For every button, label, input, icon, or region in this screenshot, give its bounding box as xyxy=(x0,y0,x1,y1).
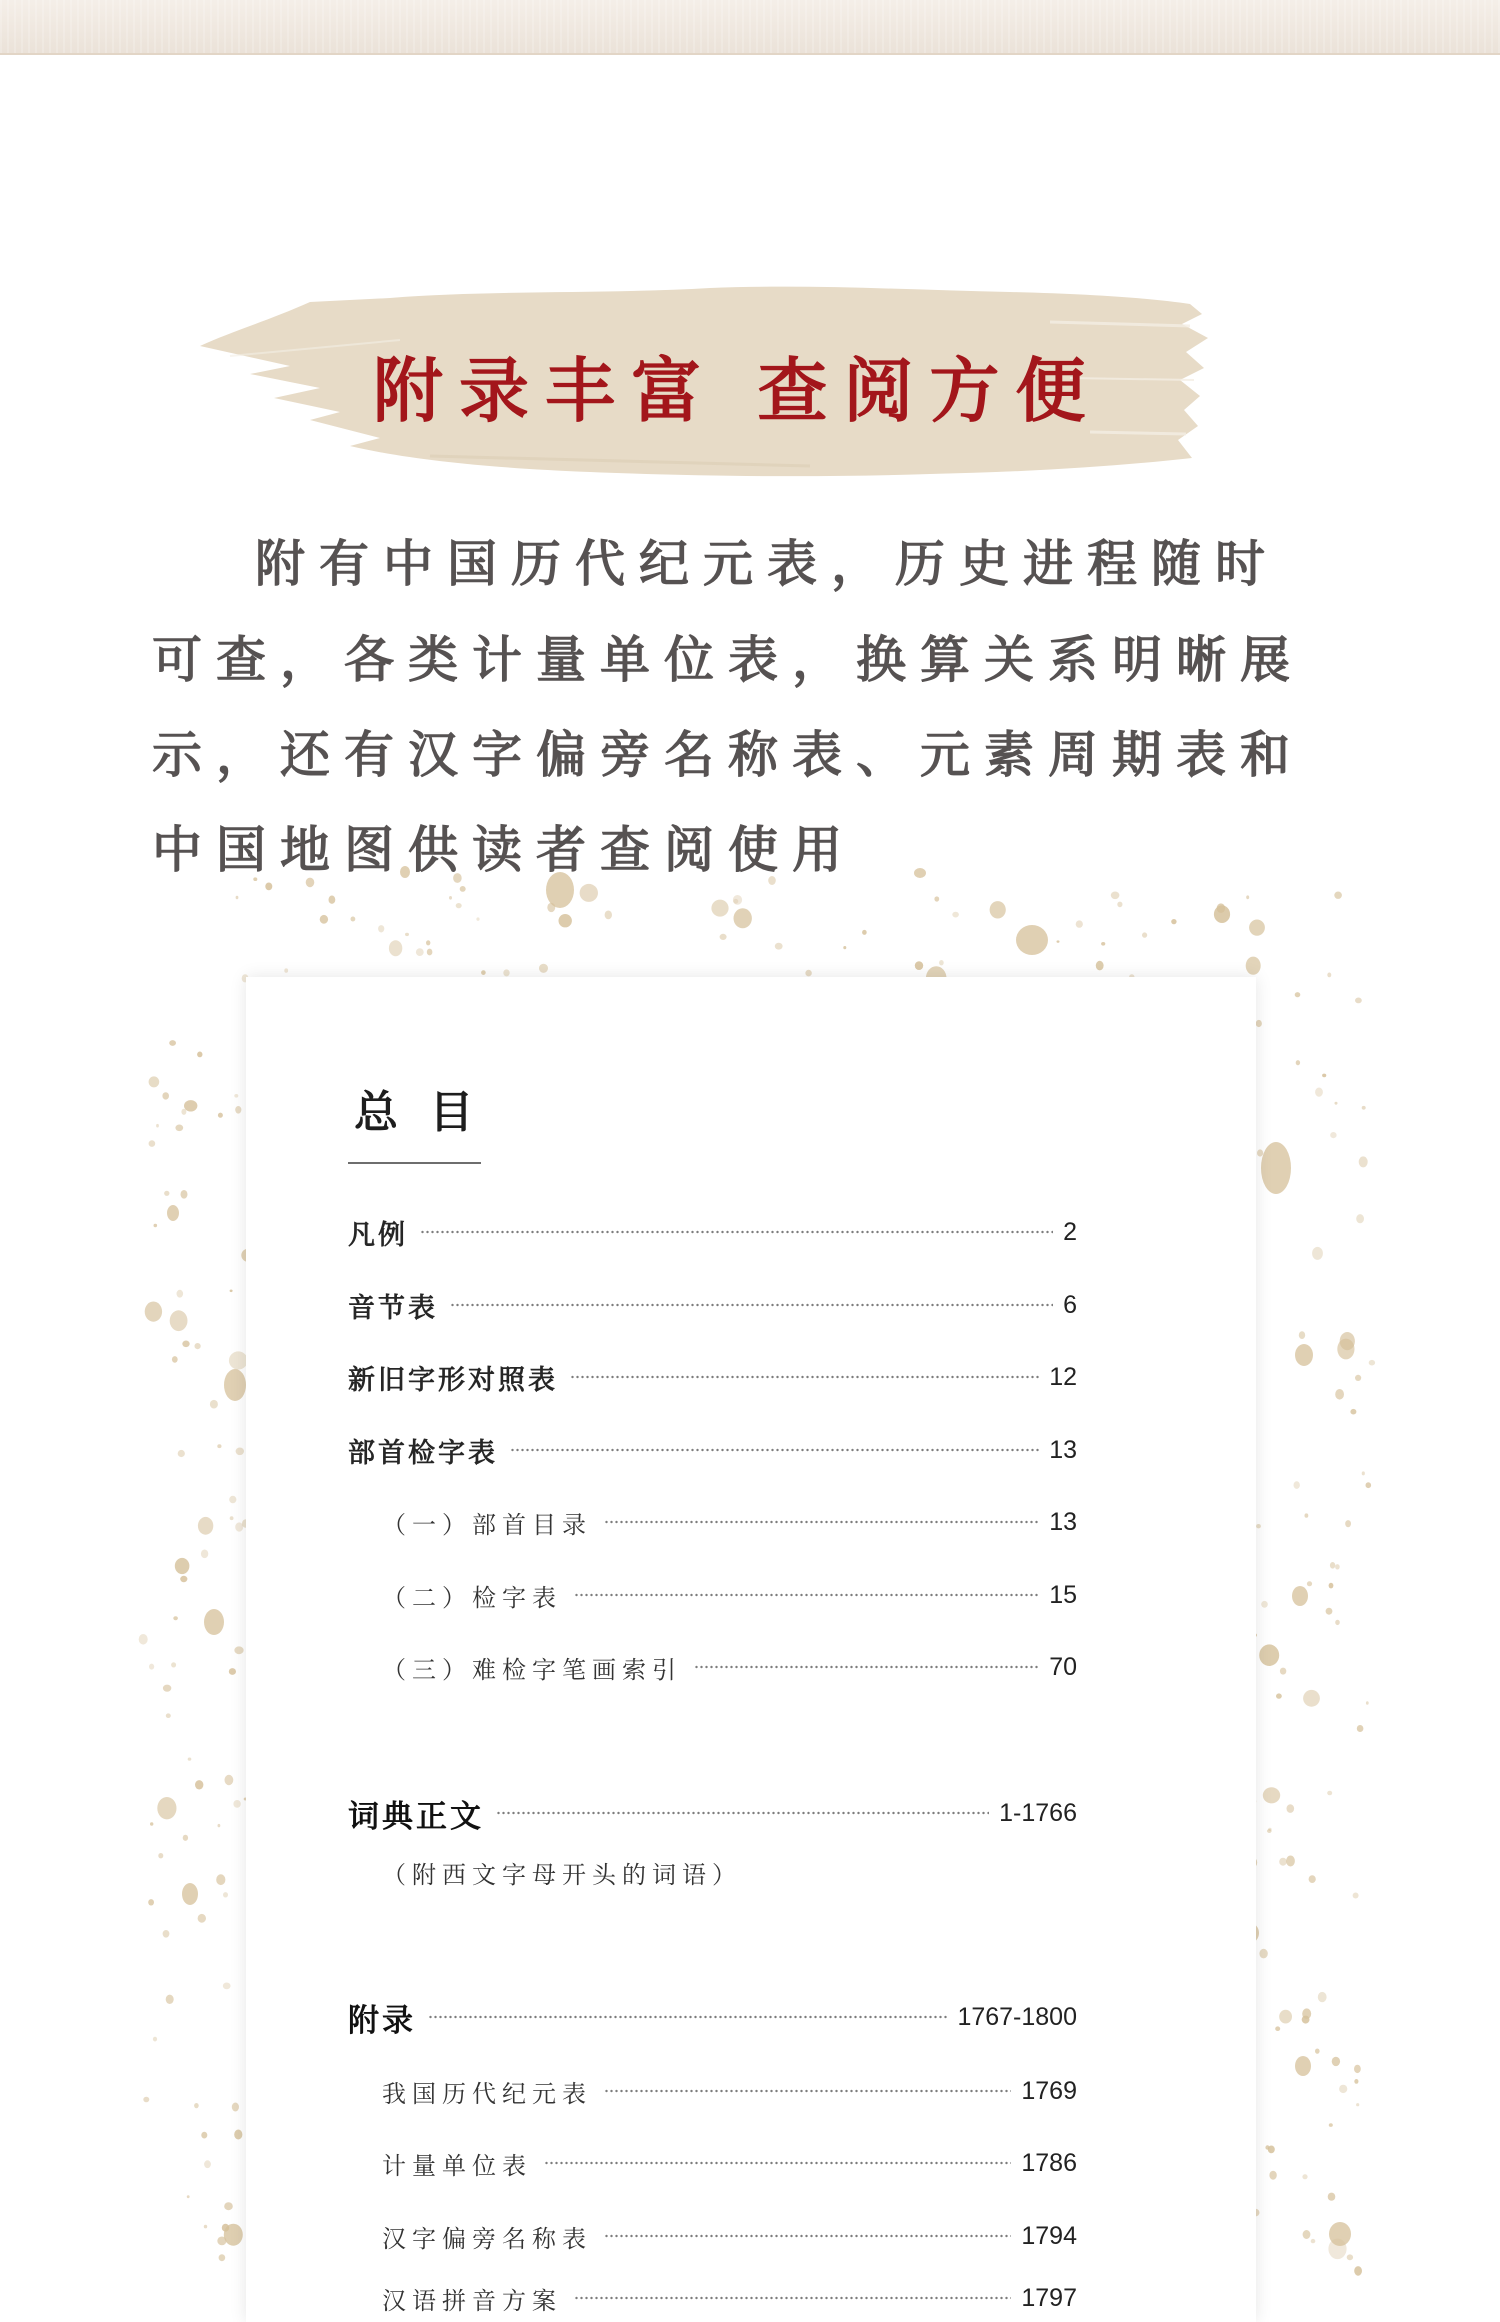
toc-entry-label: 汉字偏旁名称表 xyxy=(382,2224,592,2253)
speckle-dot xyxy=(1366,1701,1369,1705)
toc-entry-page: 1769 xyxy=(1021,2076,1077,2105)
speckle-dot xyxy=(1315,2049,1320,2054)
dot-leader xyxy=(570,1375,1039,1379)
speckle-dot xyxy=(149,1140,156,1147)
speckle-dot xyxy=(173,1616,178,1620)
speckle-dot xyxy=(1292,1586,1308,1606)
speckle-dot xyxy=(232,2103,239,2112)
speckle-dot xyxy=(194,2103,199,2108)
speckle-dot xyxy=(1279,2010,1292,2024)
dot-leader xyxy=(604,1520,1039,1524)
speckle-dot xyxy=(1322,1074,1326,1078)
speckle-dot xyxy=(711,900,728,917)
speckle-dot xyxy=(990,901,1006,918)
dot-leader xyxy=(694,1665,1039,1669)
speckle-dot xyxy=(195,1780,203,1789)
speckle-dot xyxy=(1275,2026,1280,2031)
speckle-dot xyxy=(181,1109,186,1115)
speckle-dot xyxy=(143,2097,149,2103)
speckle-dot xyxy=(197,1052,202,1058)
speckle-dot xyxy=(175,1558,190,1574)
speckle-dot xyxy=(1328,2193,1336,2201)
dot-leader xyxy=(574,1593,1039,1597)
toc-entry-label: 部首检字表 xyxy=(348,1437,498,1469)
toc-subentry xyxy=(382,1575,1077,1615)
intro-line: 示，还有汉字偏旁名称表、元素周期表和 xyxy=(152,725,1304,784)
speckle-dot xyxy=(1312,1247,1323,1260)
speckle-dot xyxy=(1296,1060,1300,1065)
speckle-dot xyxy=(223,1892,228,1897)
speckle-dot xyxy=(1263,1787,1280,1803)
toc-subentry xyxy=(382,2278,1077,2318)
toc-page-card xyxy=(246,977,1256,2322)
toc-section-entry xyxy=(348,1997,1077,2037)
toc-entry-label: （三）难检字笔画索引 xyxy=(382,1655,682,1684)
dot-leader xyxy=(544,2161,1011,2165)
speckle-dot xyxy=(217,1444,221,1448)
speckle-dot xyxy=(1268,2146,1275,2154)
toc-entry-label: 附录 xyxy=(348,2002,416,2039)
toc-entry-label: 新旧字形对照表 xyxy=(348,1364,558,1396)
speckle-dot xyxy=(183,1835,188,1841)
intro-line: 中国地图供读者查阅使用 xyxy=(152,820,856,879)
speckle-dot xyxy=(210,1400,218,1409)
speckle-dot xyxy=(1057,940,1060,942)
speckle-dot xyxy=(1101,942,1105,946)
speckle-dot xyxy=(1256,1524,1261,1528)
speckle-dot xyxy=(195,1343,201,1349)
speckle-dot xyxy=(198,1914,206,1923)
speckle-dot xyxy=(1311,2239,1316,2243)
toc-entry-label: 音节表 xyxy=(348,1292,438,1324)
speckle-dot xyxy=(149,1664,154,1670)
toc-note-label: （附西文字母开头的词语） xyxy=(382,1860,742,1889)
toc-entry-page: 13 xyxy=(1049,1507,1077,1536)
toc-entry-label: 词典正文 xyxy=(348,1798,484,1835)
speckle-dot xyxy=(162,1092,169,1099)
speckle-dot xyxy=(178,1450,185,1457)
toc-note xyxy=(382,1852,1077,1892)
speckle-dot xyxy=(218,1824,221,1827)
speckle-dot xyxy=(1339,2085,1347,2093)
speckle-dot xyxy=(1117,902,1122,908)
speckle-dot xyxy=(1307,1581,1312,1586)
speckle-dot xyxy=(1257,1149,1263,1156)
speckle-dot xyxy=(1303,1690,1320,1707)
toc-entry-page: 1-1766 xyxy=(999,1798,1077,1827)
speckle-dot xyxy=(1354,2079,1358,2084)
speckle-dot xyxy=(1111,892,1120,900)
speckle-dot xyxy=(154,1224,158,1227)
speckle-dot xyxy=(230,1290,233,1293)
speckle-dot xyxy=(172,1356,178,1363)
speckle-dot xyxy=(862,930,867,935)
speckle-dot xyxy=(1318,1992,1327,2002)
speckle-dot xyxy=(389,940,402,956)
toc-subentry xyxy=(382,1647,1077,1687)
toc-subentry xyxy=(382,1502,1077,1542)
toc-heading-rule xyxy=(348,1162,481,1164)
speckle-dot xyxy=(1246,957,1261,975)
speckle-dot xyxy=(1335,1620,1340,1625)
speckle-dot xyxy=(234,2130,242,2140)
speckle-dot xyxy=(1268,1828,1271,1831)
speckle-dot xyxy=(170,1310,188,1331)
speckle-dot xyxy=(1335,1389,1344,1400)
speckle-dot xyxy=(224,2202,233,2210)
speckle-dot xyxy=(234,1094,238,1098)
speckle-dot xyxy=(187,2195,190,2198)
toc-subentry xyxy=(382,2216,1077,2256)
speckle-dot xyxy=(188,1758,192,1761)
toc-entry-label: 汉语拼音方案 xyxy=(382,2286,562,2315)
speckle-dot xyxy=(225,1775,234,1785)
toc-subentry xyxy=(382,2071,1077,2111)
speckle-dot xyxy=(1214,905,1230,923)
toc-entry-page: 1767-1800 xyxy=(957,2002,1077,2031)
toc-entry-page: 2 xyxy=(1063,1217,1077,1246)
speckle-dot xyxy=(1345,1520,1351,1527)
speckle-dot xyxy=(416,948,424,956)
dot-leader xyxy=(604,2234,1011,2238)
toc-entry-page: 1797 xyxy=(1021,2283,1077,2312)
speckle-dot xyxy=(169,1040,176,1046)
speckle-dot xyxy=(539,964,548,973)
speckle-dot xyxy=(1261,1142,1291,1194)
toc-subentry xyxy=(382,2143,1077,2183)
speckle-dot xyxy=(167,1205,179,1221)
speckle-dot xyxy=(1357,1725,1364,1732)
speckle-dot xyxy=(1329,1583,1334,1589)
speckle-dot xyxy=(198,1517,213,1535)
speckle-dot xyxy=(843,946,846,949)
speckle-dot xyxy=(476,917,479,920)
speckle-dot xyxy=(1299,1331,1305,1339)
banner-title: 附录丰富 查阅方便 xyxy=(373,349,1102,432)
speckle-dot xyxy=(1286,1856,1295,1867)
speckle-dot xyxy=(235,1106,241,1114)
speckle-dot xyxy=(158,1853,163,1858)
dot-leader xyxy=(496,1811,989,1815)
speckle-dot xyxy=(164,1191,169,1196)
speckle-dot xyxy=(1327,1791,1332,1796)
speckle-dot xyxy=(1279,1858,1287,1866)
speckle-dot xyxy=(1249,920,1265,936)
speckle-dot xyxy=(934,896,939,901)
toc-entry xyxy=(348,1285,1077,1325)
speckle-dot xyxy=(734,908,752,928)
intro-line: 附有中国历代纪元表，历史进程随时 xyxy=(255,534,1279,593)
speckle-dot xyxy=(1276,1693,1282,1698)
speckle-dot xyxy=(1340,1332,1355,1350)
speckle-dot xyxy=(201,1550,208,1559)
speckle-dot xyxy=(284,968,288,972)
speckle-dot xyxy=(1315,1088,1323,1097)
speckle-dot xyxy=(182,1883,198,1905)
speckle-dot xyxy=(426,940,430,945)
speckle-dot xyxy=(204,2225,207,2229)
speckle-dot xyxy=(229,1668,236,1675)
speckle-dot xyxy=(177,1290,184,1298)
speckle-dot xyxy=(1259,1949,1267,1959)
speckle-dot xyxy=(1303,2230,1311,2239)
toc-entry xyxy=(348,1212,1077,1252)
speckle-dot xyxy=(952,912,959,918)
speckle-dot xyxy=(775,943,783,950)
speckle-dot xyxy=(1302,2016,1310,2024)
speckle-dot xyxy=(456,903,462,908)
toc-entry-page: 6 xyxy=(1063,1290,1077,1319)
dot-leader xyxy=(450,1303,1053,1307)
speckle-dot xyxy=(805,970,811,977)
speckle-dot xyxy=(1359,1156,1368,1167)
speckle-dot xyxy=(150,1822,153,1825)
speckle-dot xyxy=(1355,1375,1361,1381)
speckle-dot xyxy=(1269,2171,1276,2180)
speckle-dot xyxy=(236,1448,244,1456)
speckle-dot xyxy=(405,933,409,936)
speckle-dot xyxy=(427,949,433,956)
speckle-dot xyxy=(175,1125,183,1132)
dot-leader xyxy=(574,2296,1011,2300)
speckle-dot xyxy=(223,1983,231,1990)
toc-entry-page: 70 xyxy=(1049,1652,1077,1681)
speckle-dot xyxy=(1350,1409,1356,1415)
speckle-dot xyxy=(216,1874,225,1885)
speckle-dot xyxy=(1335,1564,1340,1569)
speckle-dot xyxy=(1366,1482,1372,1488)
speckle-dot xyxy=(1362,1106,1366,1110)
speckle-dot xyxy=(166,1995,174,2004)
toc-entry xyxy=(348,1430,1077,1470)
speckle-dot xyxy=(720,934,727,940)
speckle-dot xyxy=(1362,1471,1365,1475)
speckle-dot xyxy=(1171,919,1176,924)
speckle-dot xyxy=(1369,1360,1375,1366)
toc-heading: 总 目 xyxy=(354,1087,482,1138)
speckle-dot xyxy=(1096,961,1104,971)
speckle-dot xyxy=(204,1609,224,1635)
speckle-dot xyxy=(939,960,944,965)
speckle-dot xyxy=(184,1100,197,1111)
speckle-dot xyxy=(224,1369,246,1401)
speckle-dot xyxy=(1295,992,1301,997)
toc-entry xyxy=(348,1357,1077,1397)
toc-entry-label: （一）部首目录 xyxy=(382,1510,592,1539)
dot-leader xyxy=(510,1448,1039,1452)
speckle-dot xyxy=(1295,1344,1313,1366)
speckle-dot xyxy=(1330,1562,1335,1569)
toc-entry-page: 15 xyxy=(1049,1580,1077,1609)
speckle-dot xyxy=(1309,1875,1316,1883)
speckle-dot xyxy=(163,1930,170,1938)
speckle-dot xyxy=(163,1685,171,1692)
speckle-dot xyxy=(153,2037,157,2042)
speckle-dot xyxy=(1329,2123,1333,2127)
speckle-dot xyxy=(148,1899,154,1905)
toc-entry-label: 计量单位表 xyxy=(382,2151,532,2180)
speckle-dot xyxy=(1326,1608,1333,1615)
speckle-dot xyxy=(229,1351,248,1369)
speckle-dot xyxy=(1356,1214,1364,1223)
speckle-dot xyxy=(1259,1644,1279,1666)
speckle-dot xyxy=(201,2132,207,2139)
speckle-dot xyxy=(235,1522,243,1531)
speckle-dot xyxy=(234,1646,243,1654)
speckle-dot xyxy=(230,1516,234,1520)
toc-entry-label: 凡例 xyxy=(348,1219,408,1251)
speckle-dot xyxy=(605,911,612,920)
toc-entry-label: 我国历代纪元表 xyxy=(382,2079,592,2108)
toc-entry-label: （二）检字表 xyxy=(382,1583,562,1612)
speckle-dot xyxy=(1016,925,1048,955)
speckle-dot xyxy=(1353,1893,1359,1899)
speckle-dot xyxy=(166,1713,171,1718)
speckle-dot xyxy=(182,1341,189,1348)
speckle-dot xyxy=(1332,2057,1340,2066)
speckle-dot xyxy=(1355,998,1362,1004)
speckle-dot xyxy=(351,917,356,922)
speckle-dot xyxy=(1330,1132,1336,1138)
speckle-dot xyxy=(171,1662,176,1667)
speckle-dot xyxy=(1354,2065,1361,2073)
dot-leader xyxy=(428,2015,947,2019)
speckle-dot xyxy=(503,969,509,976)
speckle-dot xyxy=(733,899,738,904)
speckle-dot xyxy=(1329,2222,1351,2246)
speckle-dot xyxy=(157,1797,176,1819)
toc-entry-page: 13 xyxy=(1049,1435,1077,1464)
speckle-dot xyxy=(219,2254,226,2261)
speckle-dot xyxy=(1261,1601,1268,1608)
toc-entry-page: 1794 xyxy=(1021,2221,1077,2250)
brush-dry-streak xyxy=(1090,432,1186,434)
speckle-dot xyxy=(1305,1513,1309,1517)
speckle-dot xyxy=(139,1634,148,1645)
speckle-dot xyxy=(915,961,923,970)
speckle-dot xyxy=(224,2224,243,2246)
speckle-dot xyxy=(1246,895,1249,899)
speckle-dot xyxy=(218,1113,223,1118)
speckle-dot xyxy=(559,914,572,927)
speckle-dot xyxy=(1287,1804,1295,1813)
speckle-dot xyxy=(1334,892,1342,899)
speckle-dot xyxy=(204,2160,211,2168)
speckle-dot xyxy=(1256,1020,1262,1027)
speckle-dot xyxy=(1335,1102,1338,1105)
speckle-dot xyxy=(1327,973,1331,978)
toc-entry-page: 1786 xyxy=(1021,2148,1077,2177)
speckle-dot xyxy=(149,1076,160,1087)
speckle-dot xyxy=(1302,2174,1307,2179)
speckle-dot xyxy=(1076,920,1083,927)
speckle-dot xyxy=(181,1190,188,1199)
speckle-dot xyxy=(1295,2056,1311,2076)
speckle-dot xyxy=(1142,932,1147,937)
speckle-dot xyxy=(914,868,926,878)
speckle-dot xyxy=(378,925,384,932)
dot-leader xyxy=(420,1230,1053,1234)
speckle-dot xyxy=(320,915,328,924)
speckle-dot xyxy=(229,1496,236,1503)
dot-leader xyxy=(604,2089,1011,2093)
speckle-dot xyxy=(180,1576,187,1582)
toc-section-entry xyxy=(348,1793,1077,1833)
toc-entry-page: 12 xyxy=(1049,1362,1077,1391)
speckle-dot xyxy=(145,1302,162,1322)
speckle-dot xyxy=(1356,2103,1359,2106)
speckle-dot xyxy=(481,970,486,975)
speckle-dot xyxy=(1347,2254,1353,2260)
speckle-dot xyxy=(1354,2266,1362,2276)
intro-line: 可查，各类计量单位表，换算关系明晰展 xyxy=(152,630,1304,689)
speckle-dot xyxy=(1294,1481,1300,1489)
speckle-dot xyxy=(156,1124,159,1128)
speckle-dot xyxy=(233,1800,240,1808)
speckle-dot xyxy=(1280,1668,1286,1675)
